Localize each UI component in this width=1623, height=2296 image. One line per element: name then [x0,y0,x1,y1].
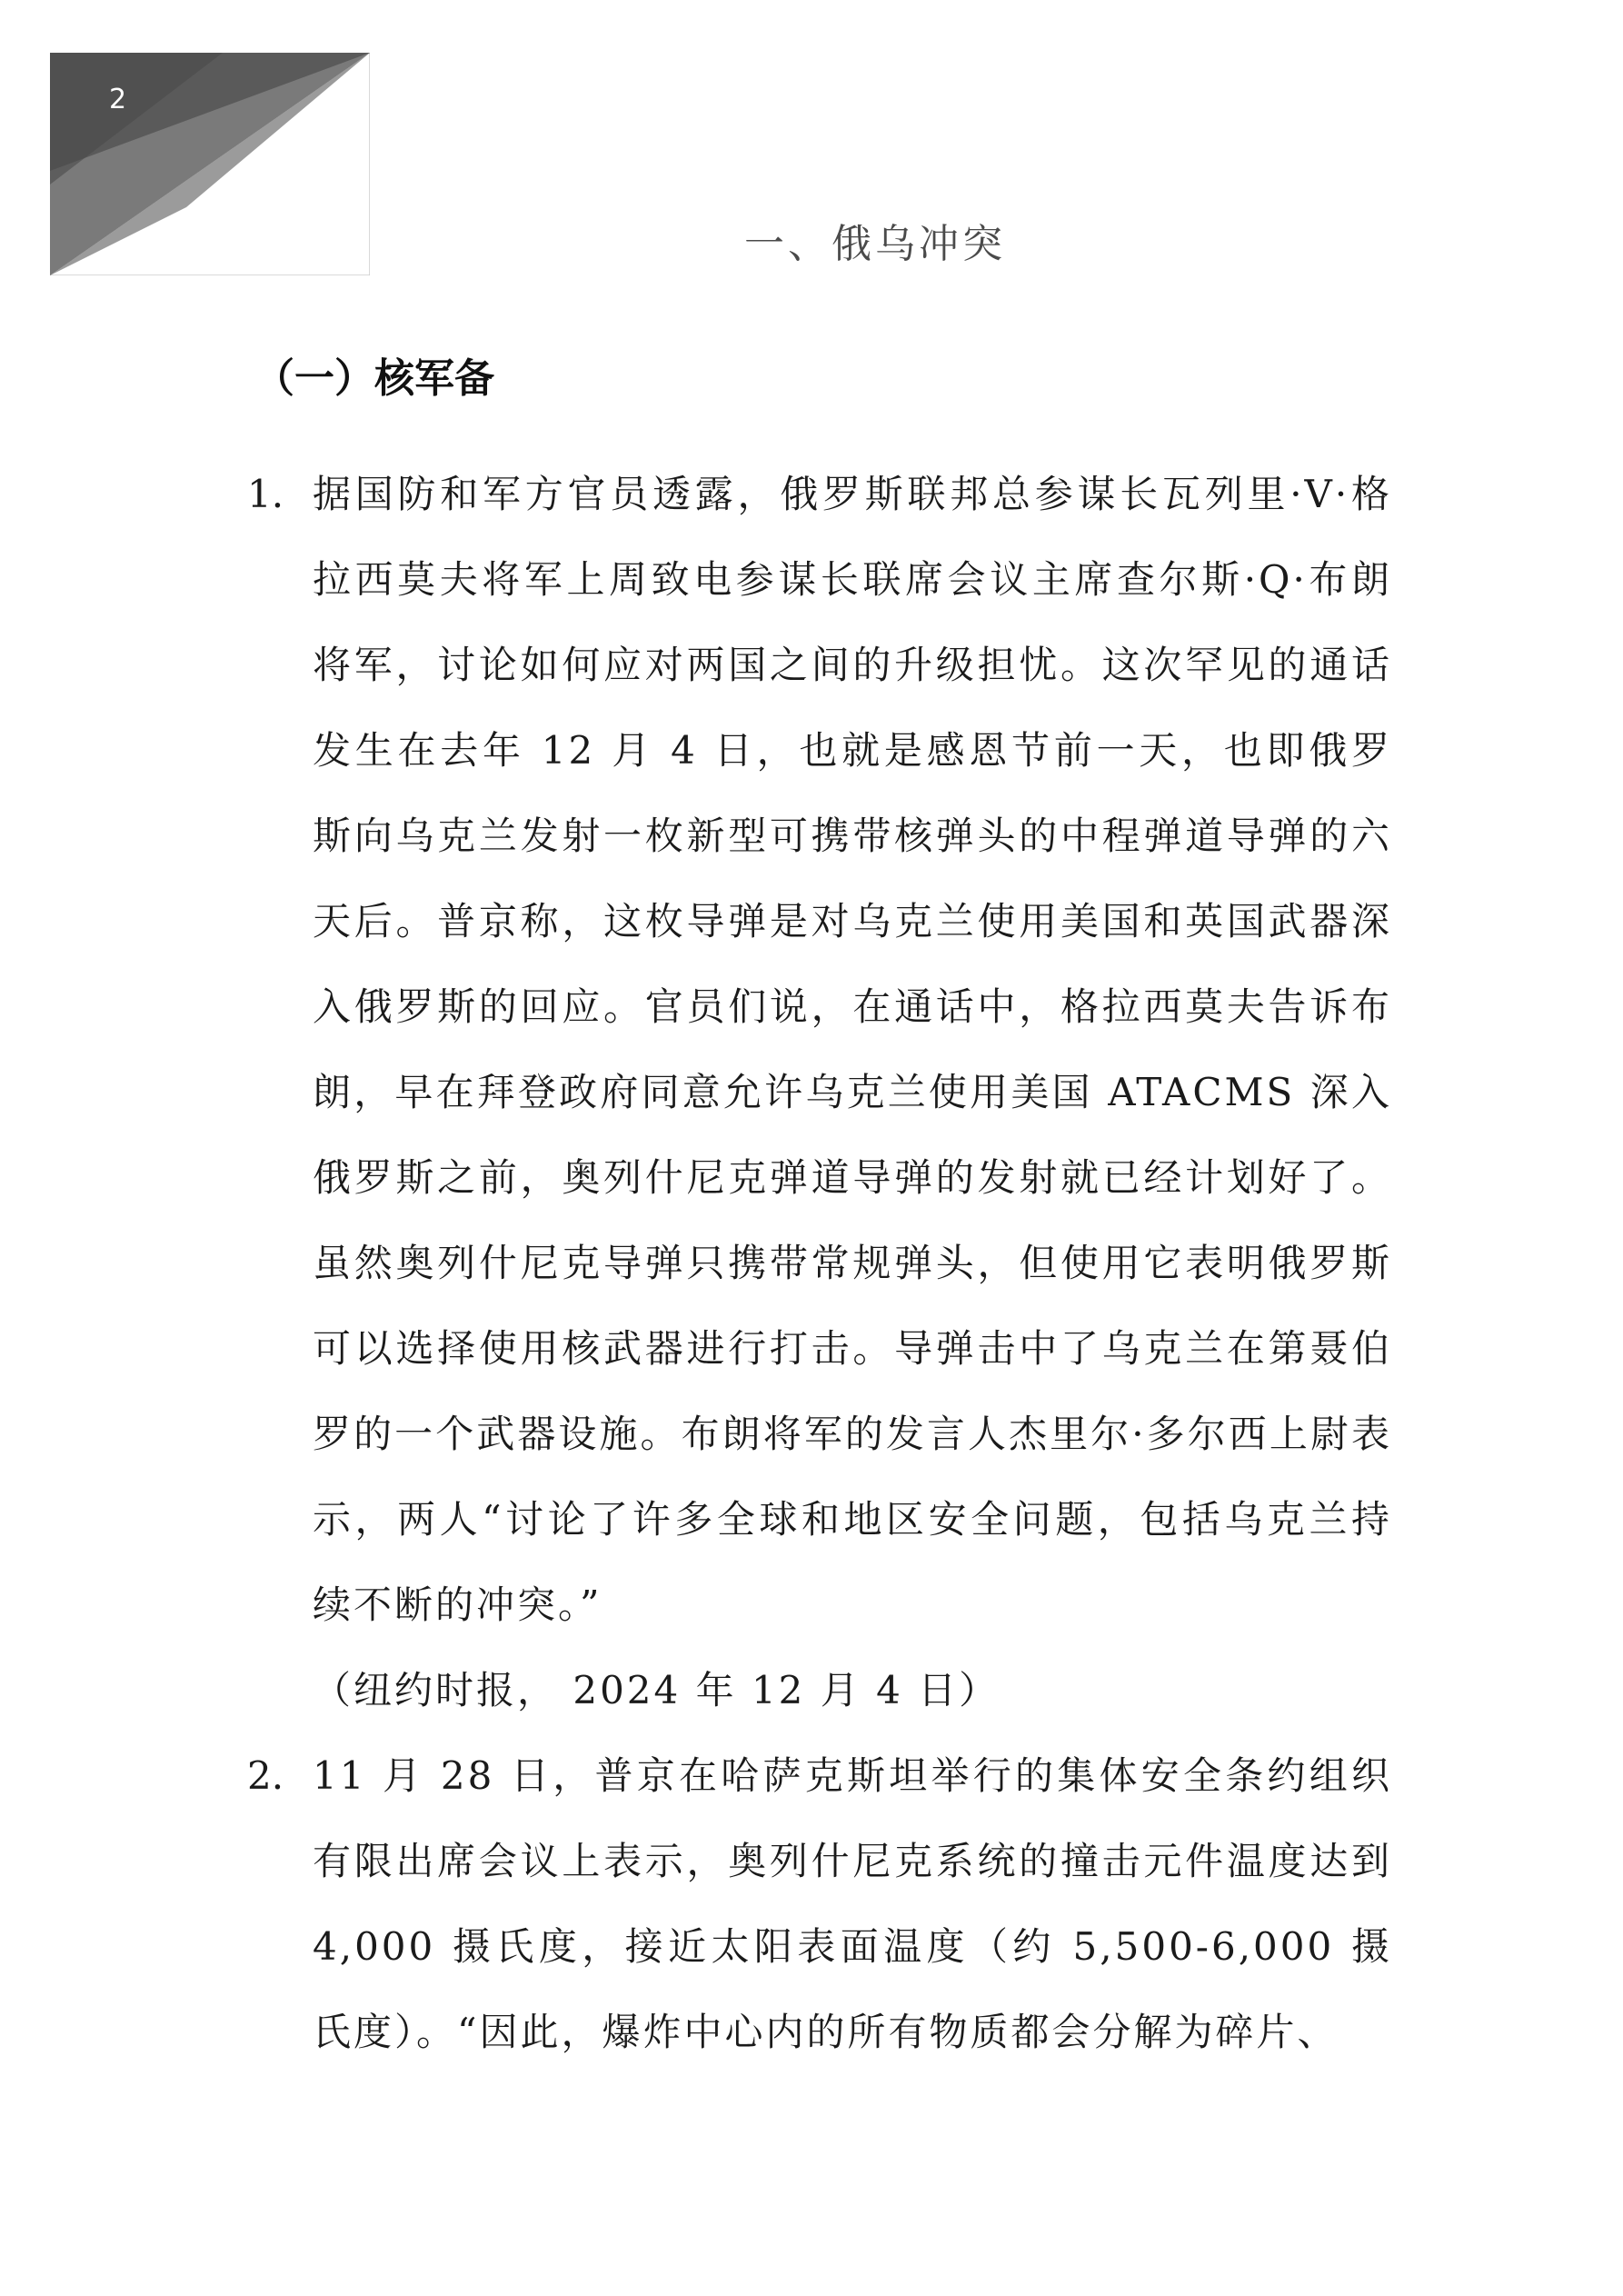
section-title: 一、俄乌冲突 [744,221,1006,267]
list-item [247,452,1392,1733]
list-item-source: （纽约时报， 2024 年 12 月 4 日） [313,1668,1001,1712]
list-item [247,1733,1392,2075]
subsection-title: （一）核军备 [254,355,494,402]
page-number: 2 [109,84,127,115]
list-item-number: 1. [247,472,284,516]
list-item-text: 据国防和军方官员透露，俄罗斯联邦总参谋长瓦列里·V·格拉西莫夫将军上周致电参谋长联席会议主席查尔斯·Q·布朗将军，讨论如何应对两国之间的升级担忧。这次罕见的通话发生在去年 12 月 4 日，也就是感恩节前一天，也即俄罗斯向乌克兰发射一枚新型可携带核弹头的中程弹道导弹的六天后。普京称，这枚导弹是对乌克兰使用美国和英国武器深入俄罗斯的回应。官员们说，在通话中，格拉西莫夫告诉布朗，早在拜登政府同意允许乌克兰使用美国 ATACMS 深入俄罗斯之前，奥列什尼克弹道导弹的发射就已经计划好了。虽然奥列什尼克导弹只携带常规弹头，但使用它表明俄罗斯可以选择使用核武器进行打击。导弹击中了乌克兰在第聂伯罗的一个武器设施。布朗将军的发言人杰里尔·多尔西上尉表示，两人“讨论了许多全球和地区安全问题，包括乌克兰持续不断的冲突。” [313,472,1392,1627]
list-item-text: 11 月 28 日，普京在哈萨克斯坦举行的集体安全条约组织有限出席会议上表示，奥列什尼克系统的撞击元件温度达到 4,000 摄氏度，接近太阳表面温度（约 5,500-6,000 摄氏度）。“因此，爆炸中心内的所有物质都会分解为碎片、 [313,1753,1392,2054]
list-item-number: 2. [247,1753,284,1798]
